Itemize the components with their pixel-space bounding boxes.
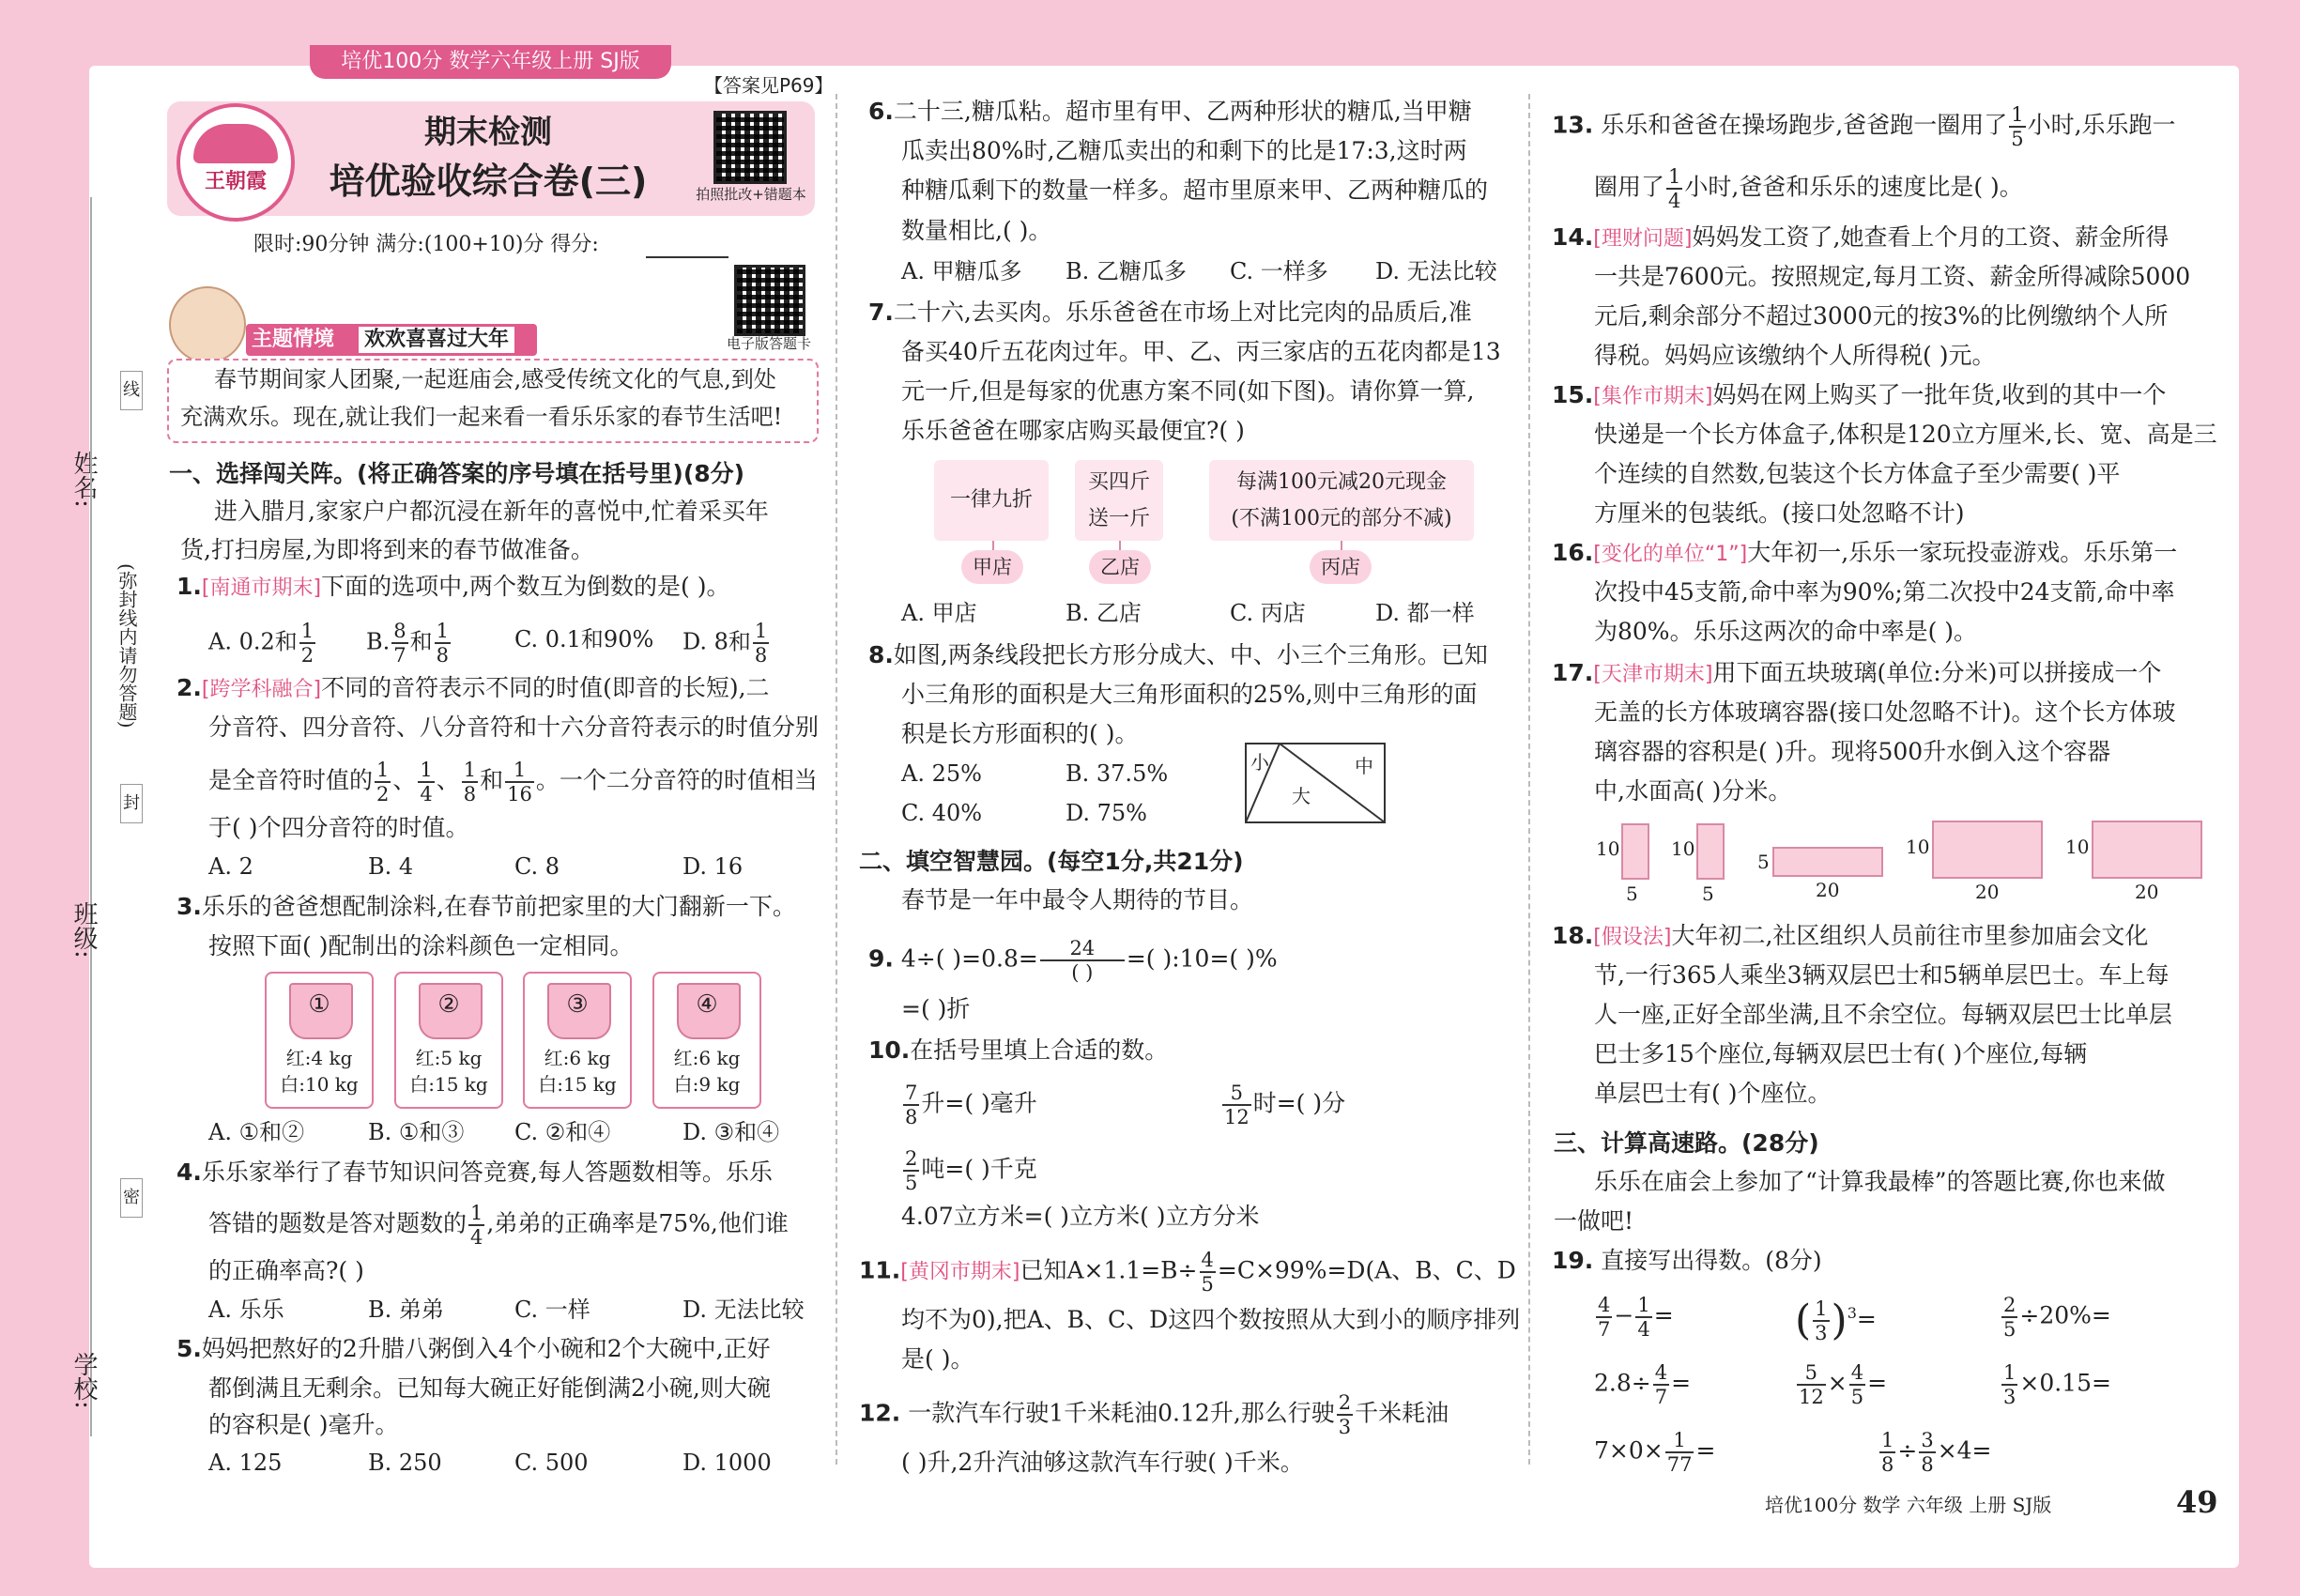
q15-line-2: 快递是一个长方体盒子,体积是120立方厘米,长、宽、高是三 bbox=[1594, 421, 2217, 448]
q15-line-1: 15.[集作市期末]妈妈在网上购买了一批年货,收到的其中一个 bbox=[1552, 381, 2167, 408]
section1-lead-2: 货,打扫房屋,为即将到来的春节做准备。 bbox=[180, 536, 594, 563]
score-blank[interactable] bbox=[646, 256, 728, 258]
q4-option-b[interactable]: B. 弟弟 bbox=[368, 1297, 444, 1323]
q18-line-1: 18.[假设法]大年初二,社区组织人员前往市里参加庙会文化 bbox=[1552, 922, 2149, 949]
store-c-offer: 每满100元减20元现金 (不满100元的部分不减) bbox=[1209, 460, 1474, 541]
store-c-label: 丙店 bbox=[1310, 550, 1372, 584]
q16-line-2: 次投中45支箭,命中率为90%;第二次投中24支箭,命中率 bbox=[1594, 578, 2175, 606]
q14-line-1: 14.[理财问题]妈妈发工资了,她查看上个月的工资、薪金所得 bbox=[1552, 223, 2170, 251]
store-c-connector bbox=[1341, 541, 1342, 550]
q8-option-a[interactable]: A. 25% bbox=[901, 760, 982, 787]
calc-6[interactable]: $\frac{1}{3}$ ×0.15= bbox=[2003, 1361, 2111, 1408]
q2-line-4: 于( )个四分音符的时值。 bbox=[208, 814, 469, 841]
bucket-mark: ④ bbox=[696, 990, 718, 1019]
q2-line-3: 是全音符时值的 $\frac{1}{2}$ 、 $\frac{1}{4}$ 、 $\frac{1}{8}$ 和 $\frac{1}{16}$ 。一个二分音符的时值相当 bbox=[208, 759, 818, 806]
seal-mark-line: 线 bbox=[120, 371, 143, 410]
column-divider-2 bbox=[1528, 94, 1530, 1465]
q5-line-2: 都倒满且无剩余。已知每大碗正好能倒满2小碗,则大碗 bbox=[208, 1374, 771, 1402]
q7-line-3: 元一斤,但是每家的优惠方案不同(如下图)。请你算一算, bbox=[901, 377, 1475, 405]
q11-line-2: 均不为0),把A、B、C、D这四个数按照从大到小的顺序排列 bbox=[901, 1306, 1521, 1333]
q17-line-2: 无盖的长方体玻璃容器(接口处忽略不计)。这个长方体玻 bbox=[1594, 698, 2176, 726]
class-label: 班级: bbox=[69, 901, 98, 959]
bucket-card-4 bbox=[652, 972, 761, 1109]
section3-lead-2: 一做吧! bbox=[1554, 1207, 1634, 1235]
q4-line-1: 4.乐乐家举行了春节知识问答竞赛,每人答题数相等。乐乐 bbox=[176, 1159, 773, 1186]
q5-line-3: 的容积是( )毫升。 bbox=[208, 1411, 399, 1438]
q2-line-1: 2.[跨学科融合]不同的音符表示不同的时值(即音的长短),二 bbox=[176, 674, 770, 701]
store-b-offer: 买四斤 送一斤 bbox=[1075, 460, 1163, 541]
q15-line-3: 个连续的自然数,包装这个长方体盒子至少需要( )平 bbox=[1594, 460, 2121, 487]
q4-line-3: 的正确率高?( ) bbox=[208, 1257, 364, 1284]
q7-option-d[interactable]: D. 都一样 bbox=[1375, 600, 1475, 626]
q16-line-3: 为80%。乐乐这两次的命中率是( )。 bbox=[1594, 618, 1978, 645]
q4-option-c[interactable]: C. 一样 bbox=[514, 1297, 590, 1323]
q10-item-4[interactable]: 4.07立方米=( )立方米( )立方分米 bbox=[901, 1203, 1260, 1230]
bucket-white: 白:15 kg bbox=[409, 1073, 488, 1096]
q3-line-1: 3.乐乐的爸爸想配制涂料,在春节前把家里的大门翻新一下。 bbox=[176, 893, 796, 920]
q16-line-1: 16.[变化的单位“1”]大年初一,乐乐一家玩投壶游戏。乐乐第一 bbox=[1552, 539, 2178, 566]
q17-line-1: 17.[天津市期末]用下面五块玻璃(单位:分米)可以拼接成一个 bbox=[1552, 659, 2162, 686]
q1-option-d[interactable]: D. 8和 $\frac{1}{8}$ bbox=[682, 620, 768, 667]
calc-1[interactable]: $\frac{4}{7}$ − $\frac{1}{4}$ = bbox=[1598, 1294, 1674, 1341]
section3-title: 三、计算高速路。(28分) bbox=[1554, 1129, 1819, 1157]
q7-line-4: 乐乐爸爸在哪家店购买最便宜?( ) bbox=[901, 417, 1245, 444]
qr1-caption: 拍照批改+错题本 bbox=[696, 186, 806, 203]
q17-line-3: 璃容器的容积是( )升。现将500升水倒入这个容器 bbox=[1594, 738, 2111, 765]
theme-label: 主题情境 bbox=[252, 328, 335, 351]
q5-line-1: 5.妈妈把熬好的2升腊八粥倒入4个小碗和2个大碗中,正好 bbox=[176, 1335, 771, 1362]
exam-title: 期末检测 bbox=[424, 114, 552, 151]
q2-option-c[interactable]: C. 8 bbox=[514, 853, 560, 880]
logo-text: 王朝霞 bbox=[204, 169, 267, 193]
bucket-red: 红:4 kg bbox=[285, 1047, 353, 1069]
bucket-mark: ③ bbox=[566, 990, 589, 1019]
bucket-card-1 bbox=[265, 972, 374, 1109]
book-banner: 培优100分 数学六年级上册 SJ版 bbox=[310, 45, 671, 79]
column-divider-1 bbox=[836, 94, 837, 1465]
q11-line-1: 11.[黄冈市期末]已知A×1.1=B÷ $\frac{4}{5}$ =C×99%=D(A、B、C、D bbox=[859, 1249, 1516, 1296]
calc-7[interactable]: 7×0× $\frac{1}{77}$ = bbox=[1594, 1429, 1716, 1476]
q6-option-b[interactable]: B. 乙糖瓜多 bbox=[1066, 258, 1187, 284]
q4-option-d[interactable]: D. 无法比较 bbox=[682, 1297, 805, 1323]
glass-piece-5 bbox=[2092, 821, 2202, 879]
q2-option-b[interactable]: B. 4 bbox=[368, 853, 414, 880]
q7-line-1: 7.二十六,去买肉。乐乐爸爸在市场上对比完肉的品质后,准 bbox=[868, 299, 1472, 326]
bucket-mark: ① bbox=[308, 990, 330, 1019]
bucket-card-3 bbox=[523, 972, 632, 1109]
q18-line-3: 人一座,正好全部坐满,且不余空位。每辆双层巴士比单层 bbox=[1594, 1001, 2172, 1028]
section2-lead: 春节是一年中最令人期待的节目。 bbox=[901, 886, 1254, 913]
q13-line-2: 圈用了 $\frac{1}{4}$ 小时,爸爸和乐乐的速度比是( )。 bbox=[1594, 165, 2023, 212]
glass-piece-3 bbox=[1772, 847, 1883, 877]
girl-avatar-icon bbox=[169, 286, 246, 363]
section1-lead-1: 进入腊月,家家户户都沉浸在新年的喜悦中,忙着采买年 bbox=[214, 498, 769, 525]
name-label: 姓名: bbox=[69, 451, 98, 508]
q7-option-c[interactable]: C. 丙店 bbox=[1230, 600, 1306, 626]
q5-option-b[interactable]: B. 250 bbox=[368, 1450, 442, 1476]
bucket-white: 白:15 kg bbox=[538, 1073, 617, 1096]
q4-line-2: 答错的题数是答对题数的 $\frac{1}{4}$ ,弟弟的正确率是75%,他们谁 bbox=[208, 1202, 789, 1249]
q6-line-2: 瓜卖出80%时,乙糖瓜卖出的和剩下的比是17:3,这时两 bbox=[901, 137, 1467, 164]
calc-3[interactable]: $\frac{2}{5}$ ÷20%= bbox=[2003, 1294, 2111, 1341]
q1-stem: 1.[南通市期末]下面的选项中,两个数互为倒数的是( )。 bbox=[176, 573, 730, 600]
q19-line-1: 19. 直接写出得数。(8分) bbox=[1552, 1247, 1822, 1274]
qr-code-grading[interactable] bbox=[713, 111, 787, 184]
q3-option-a[interactable]: A. ①和② bbox=[208, 1119, 305, 1145]
q2-option-a[interactable]: A. 2 bbox=[208, 853, 253, 880]
glass3-height-label: 5 bbox=[1757, 851, 1770, 873]
q13-line-1: 13. 乐乐和爸爸在操场跑步,爸爸跑一圈用了 $\frac{1}{5}$ 小时,乐乐跑一 bbox=[1552, 103, 2176, 150]
q12-line-1: 12. 一款汽车行驶1千米耗油0.12升,那么行驶 $\frac{2}{3}$ 千米耗油 bbox=[859, 1391, 1449, 1438]
q14-line-2: 一共是7600元。按照规定,每月工资、薪金所得减除5000 bbox=[1594, 263, 2191, 290]
q6-line-3: 种糖瓜剩下的数量一样多。超市里原来甲、乙两种糖瓜的 bbox=[901, 176, 1489, 204]
q9-line-2: =( )折 bbox=[901, 995, 971, 1022]
binding-line bbox=[90, 197, 92, 1436]
label-mid: 中 bbox=[1355, 755, 1373, 777]
q15-line-4: 方厘米的包装纸。(接口处忽略不计) bbox=[1594, 499, 1965, 527]
q6-option-d[interactable]: D. 无法比较 bbox=[1375, 258, 1497, 284]
q8-option-c[interactable]: C. 40% bbox=[901, 800, 983, 826]
q8-line-1: 8.如图,两条线段把长方形分成大、中、小三个三角形。已知 bbox=[868, 641, 1488, 668]
q4-option-a[interactable]: A. 乐乐 bbox=[208, 1297, 284, 1323]
seal-mark-secret: 密 bbox=[120, 1178, 143, 1218]
section1-title: 一、选择闯关阵。(将正确答案的序号填在括号里)(8分) bbox=[169, 460, 745, 487]
q3-option-b[interactable]: B. ①和③ bbox=[368, 1119, 465, 1145]
q3-option-d[interactable]: D. ③和④ bbox=[682, 1119, 780, 1145]
intro-line-2: 充满欢乐。现在,就让我们一起来看一看乐乐家的春节生活吧! bbox=[180, 404, 783, 430]
q8-option-b[interactable]: B. 37.5% bbox=[1066, 760, 1169, 787]
q10-item-2[interactable]: $\frac{5}{12}$ 时=( )分 bbox=[1224, 1082, 1346, 1128]
q8-option-d[interactable]: D. 75% bbox=[1066, 800, 1147, 826]
bucket-white: 白:10 kg bbox=[280, 1073, 359, 1096]
q18-line-5: 单层巴士有( )个座位。 bbox=[1594, 1080, 1832, 1107]
store-b-connector bbox=[1119, 541, 1121, 550]
bucket-red: 红:5 kg bbox=[415, 1047, 483, 1069]
school-label: 学校: bbox=[69, 1352, 98, 1409]
glass1-width-label: 5 bbox=[1626, 882, 1638, 905]
q5-option-a[interactable]: A. 125 bbox=[208, 1450, 283, 1476]
store-a-connector bbox=[992, 541, 994, 550]
q6-line-4: 数量相比,( )。 bbox=[901, 217, 1052, 244]
qr2-caption: 电子版答题卡 bbox=[726, 335, 811, 352]
store-a-label: 甲店 bbox=[961, 550, 1023, 584]
glass2-width-label: 5 bbox=[1702, 882, 1714, 905]
q2-line-2: 分音符、四分音符、八分音符和十六分音符表示的时值分别 bbox=[208, 714, 820, 741]
label-big: 大 bbox=[1292, 785, 1311, 807]
footer-text: 培优100分 数学 六年级 上册 SJ版 bbox=[1765, 1494, 2052, 1516]
calc-4[interactable]: 2.8÷ $\frac{4}{7}$ = bbox=[1594, 1361, 1692, 1408]
section2-title: 二、填空智慧园。(每空1分,共21分) bbox=[859, 848, 1244, 875]
q5-option-c[interactable]: C. 500 bbox=[514, 1450, 589, 1476]
exam-info: 限时:90分钟 满分:(100+10)分 得分: bbox=[253, 233, 599, 256]
page-number: 49 bbox=[2176, 1484, 2218, 1520]
glass4-height-label: 10 bbox=[1906, 836, 1930, 858]
q14-line-3: 元后,剩余部分不超过3000元的按3%的比例缴纳个人所 bbox=[1594, 302, 2169, 330]
store-a-offer: 一律九折 bbox=[934, 460, 1049, 541]
calc-8[interactable]: $\frac{1}{8}$ ÷ $\frac{3}{8}$ ×4= bbox=[1881, 1429, 1992, 1476]
glass2-height-label: 10 bbox=[1671, 837, 1695, 860]
glass-piece-1 bbox=[1621, 823, 1649, 880]
q18-line-4: 巴士多15个座位,每辆双层巴士有( )个座位,每辆 bbox=[1594, 1040, 2088, 1067]
answer-ref: 【答案见P69】 bbox=[704, 74, 834, 97]
q8-line-2: 小三角形的面积是大三角形面积的25%,则中三角形的面 bbox=[901, 681, 1478, 708]
q6-line-1: 6.二十三,糖瓜粘。超市里有甲、乙两种形状的糖瓜,当甲糖 bbox=[868, 98, 1472, 125]
q7-line-2: 备买40斤五花肉过年。甲、乙、丙三家店的五花肉都是13 bbox=[901, 338, 1501, 365]
q1-option-a[interactable]: A. 0.2和 $\frac{1}{2}$ bbox=[208, 620, 314, 667]
q6-option-a[interactable]: A. 甲糖瓜多 bbox=[901, 258, 1022, 284]
qr-code-answer-card[interactable] bbox=[734, 265, 805, 336]
q14-line-4: 得税。妈妈应该缴纳个人所得税( )元。 bbox=[1594, 342, 1996, 369]
q1-option-c[interactable]: C. 0.1和90% bbox=[514, 626, 654, 652]
seal-mark-seal: 封 bbox=[120, 784, 143, 823]
q11-line-3: 是( )。 bbox=[901, 1345, 974, 1373]
q6-option-c[interactable]: C. 一样多 bbox=[1230, 258, 1328, 284]
q3-option-c[interactable]: C. ②和④ bbox=[514, 1119, 611, 1145]
glass4-width-label: 20 bbox=[1975, 881, 2000, 903]
glass5-height-label: 10 bbox=[2065, 836, 2090, 858]
calc-5[interactable]: $\frac{5}{12}$ × $\frac{4}{5}$ = bbox=[1799, 1361, 1888, 1408]
q18-line-2: 节,一行365人乘坐3辆双层巴士和5辆单层巴士。车上每 bbox=[1594, 961, 2170, 989]
bucket-mark: ② bbox=[437, 990, 460, 1019]
intro-line-1: 春节期间家人团聚,一起逛庙会,感受传统文化的气息,到处 bbox=[214, 366, 776, 392]
label-small: 小 bbox=[1250, 751, 1269, 774]
section3-lead-1: 乐乐在庙会上参加了“计算我最棒”的答题比赛,你也来做 bbox=[1594, 1168, 2166, 1195]
bucket-white: 白:9 kg bbox=[673, 1073, 741, 1096]
q7-option-b[interactable]: B. 乙店 bbox=[1066, 600, 1142, 626]
theme-title: 欢欢喜喜过大年 bbox=[359, 327, 514, 353]
q7-option-a[interactable]: A. 甲店 bbox=[901, 600, 977, 626]
bucket-red: 红:6 kg bbox=[544, 1047, 611, 1069]
exam-subtitle: 培优验收综合卷(三) bbox=[329, 161, 648, 202]
q1-option-b[interactable]: B. $\frac{8}{7}$ 和 $\frac{1}{8}$ bbox=[366, 620, 450, 667]
calc-2[interactable]: ( $\frac{1}{3}$ )$^3$= bbox=[1795, 1296, 1877, 1344]
q17-line-4: 中,水面高( )分米。 bbox=[1594, 777, 1792, 805]
glass3-width-label: 20 bbox=[1816, 879, 1840, 901]
bucket-red: 红:6 kg bbox=[673, 1047, 741, 1069]
glass-piece-2 bbox=[1696, 823, 1725, 880]
q10-item-3[interactable]: $\frac{2}{5}$ 吨=( )千克 bbox=[905, 1147, 1037, 1194]
q3-line-2: 按照下面( )配制出的涂料颜色一定相同。 bbox=[208, 932, 634, 959]
q10-item-1[interactable]: $\frac{7}{8}$ 升=( )毫升 bbox=[905, 1082, 1037, 1128]
q10-line-1: 10.在括号里填上合适的数。 bbox=[868, 1036, 1169, 1064]
seal-note: (弥封线内请勿答题) bbox=[115, 563, 138, 729]
logo bbox=[176, 103, 295, 222]
glass5-width-label: 20 bbox=[2135, 881, 2159, 903]
glass-piece-4 bbox=[1932, 821, 2043, 879]
store-b-label: 乙店 bbox=[1089, 550, 1151, 584]
q9-line-1: 9. 4÷( )=0.8= $\frac{24}{( )}$ =( ):10=( )% bbox=[868, 937, 1278, 984]
bucket-card-2 bbox=[394, 972, 503, 1109]
q12-line-2: ( )升,2升汽油够这款汽车行驶( )千米。 bbox=[901, 1449, 1304, 1476]
q2-option-d[interactable]: D. 16 bbox=[682, 853, 744, 880]
glass1-height-label: 10 bbox=[1596, 837, 1620, 860]
q8-line-3: 积是长方形面积的( )。 bbox=[901, 720, 1139, 747]
q5-option-d[interactable]: D. 1000 bbox=[682, 1450, 772, 1476]
